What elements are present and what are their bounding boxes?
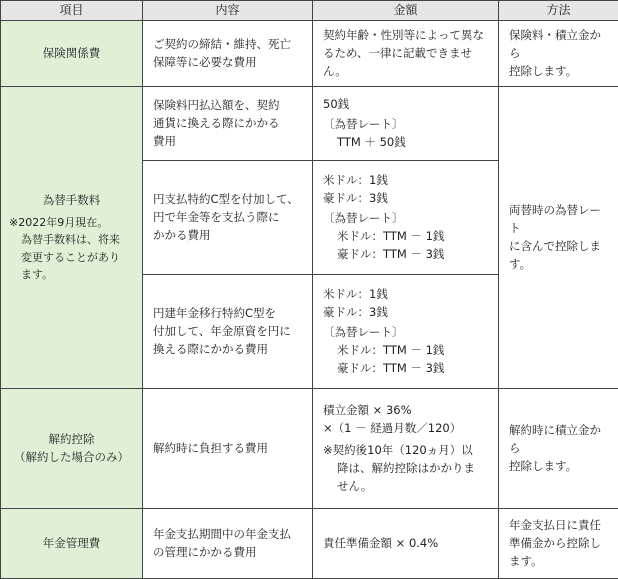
content-pension	[143, 509, 313, 579]
amount-fx-3	[313, 275, 499, 389]
content-line: 円支払特約C型を付加して、	[153, 192, 299, 207]
amount-line: 50銭	[323, 97, 350, 112]
surrender-title: 解約控除	[48, 432, 95, 447]
content-line: ご契約の締結・維持、死亡	[153, 36, 291, 51]
table-row-pension	[1, 509, 618, 579]
method-line: に含んで控除します。	[509, 238, 601, 271]
note-line: 降は、解約控除はかかりま	[337, 460, 475, 475]
header-content: 内容	[143, 1, 313, 21]
content-surrender: 解約時に負担する費用	[143, 389, 313, 509]
header-method: 方法	[499, 1, 618, 21]
content-line: 保障等に必要な費用	[153, 54, 257, 69]
amount-line: 積立金額 × 36%	[323, 403, 412, 418]
content-line: かかる費用	[153, 227, 211, 242]
amount-line: 米ドル：1銭	[323, 287, 388, 302]
content-line: 付加して、年金原資を円に	[153, 324, 291, 339]
rate-line: 米ドル：TTM － 1銭	[337, 342, 445, 357]
amount-line: 豪ドル：3銭	[323, 305, 388, 320]
method-line: 控除します。	[509, 63, 578, 78]
item-insurance-cost: 保険関係費	[1, 21, 143, 87]
content-line: 通貨に換える際にかかる	[153, 116, 280, 131]
surrender-subtitle: （解約した場合のみ）	[14, 449, 129, 464]
content-fx-1	[143, 87, 313, 161]
content-line: の管理にかかる費用	[153, 544, 257, 559]
note-line: 変更することがあり	[21, 250, 120, 264]
table-row-fx-1	[1, 87, 618, 161]
method-fx	[499, 87, 618, 389]
item-surrender	[1, 389, 143, 509]
surrender-note	[323, 442, 490, 495]
rate-line: TTM ＋ 50銭	[337, 134, 406, 149]
header-item: 項目	[1, 1, 143, 21]
method-pension	[499, 509, 618, 579]
amount-line: ×（1 － 経過月数／120）	[323, 421, 462, 436]
amount-surrender	[313, 389, 499, 509]
item-fx-fee	[1, 87, 143, 389]
content-line: 円建年金移行特約C型を	[153, 306, 277, 321]
amount-insurance-cost	[313, 21, 499, 87]
table-row-surrender	[1, 389, 618, 509]
method-line: 控除します。	[509, 458, 578, 473]
content-line: 円で年金等を支払う際に	[153, 210, 280, 225]
method-line: 準備金から控除し	[509, 536, 601, 551]
amount-fx-1	[313, 87, 499, 161]
method-line: 両替時の為替レート	[509, 203, 601, 236]
amount-line: 米ドル：1銭	[323, 173, 388, 188]
amount-line: 豪ドル：3銭	[323, 191, 388, 206]
content-line: 年金支払期間中の年金支払	[153, 527, 291, 542]
fx-fee-title: 為替手数料	[42, 192, 101, 207]
table-header-row	[1, 1, 618, 21]
content-fx-3	[143, 275, 313, 389]
amount-line: 契約年齢・性別等によって異な	[323, 28, 484, 42]
method-line: ます。	[509, 553, 543, 568]
item-pension: 年金管理費	[1, 509, 143, 579]
content-line: 費用	[153, 133, 176, 148]
amount-fx-2	[313, 161, 499, 275]
amount-line: るため、一律に記載できません。	[323, 45, 473, 78]
content-line: 保険料円払込額を、契約	[153, 98, 280, 113]
note-line: ※契約後10年（120ヵ月）以	[323, 443, 473, 458]
method-line: 年金支払日に責任	[509, 518, 601, 533]
rate-label: 〔為替レート〕	[323, 117, 404, 132]
note-line: 為替手数料は、将来	[21, 233, 120, 247]
rate-line: 米ドル：TTM － 1銭	[337, 228, 445, 243]
table-row-insurance-cost	[1, 21, 618, 87]
method-insurance-cost	[499, 21, 618, 87]
method-line: 解約時に積立金から	[509, 423, 601, 456]
content-line: 換える際にかかる費用	[153, 341, 268, 356]
content-insurance-cost	[143, 21, 313, 87]
rate-label: 〔為替レート〕	[323, 325, 404, 340]
amount-pension: 責任準備金額 × 0.4%	[313, 509, 499, 579]
method-surrender	[499, 389, 618, 509]
note-line: ※2022年9月現在。	[9, 215, 109, 229]
rate-line: 豪ドル：TTM － 3銭	[337, 360, 445, 375]
content-fx-2	[143, 161, 313, 275]
fx-fee-note	[1, 214, 142, 284]
method-line: 保険料・積立金から	[509, 28, 601, 60]
header-amount: 金額	[313, 1, 499, 21]
note-line: ます。	[21, 268, 54, 282]
note-line: せん。	[337, 478, 373, 493]
rate-line: 豪ドル：TTM － 3銭	[337, 246, 445, 261]
rate-label: 〔為替レート〕	[323, 211, 404, 226]
